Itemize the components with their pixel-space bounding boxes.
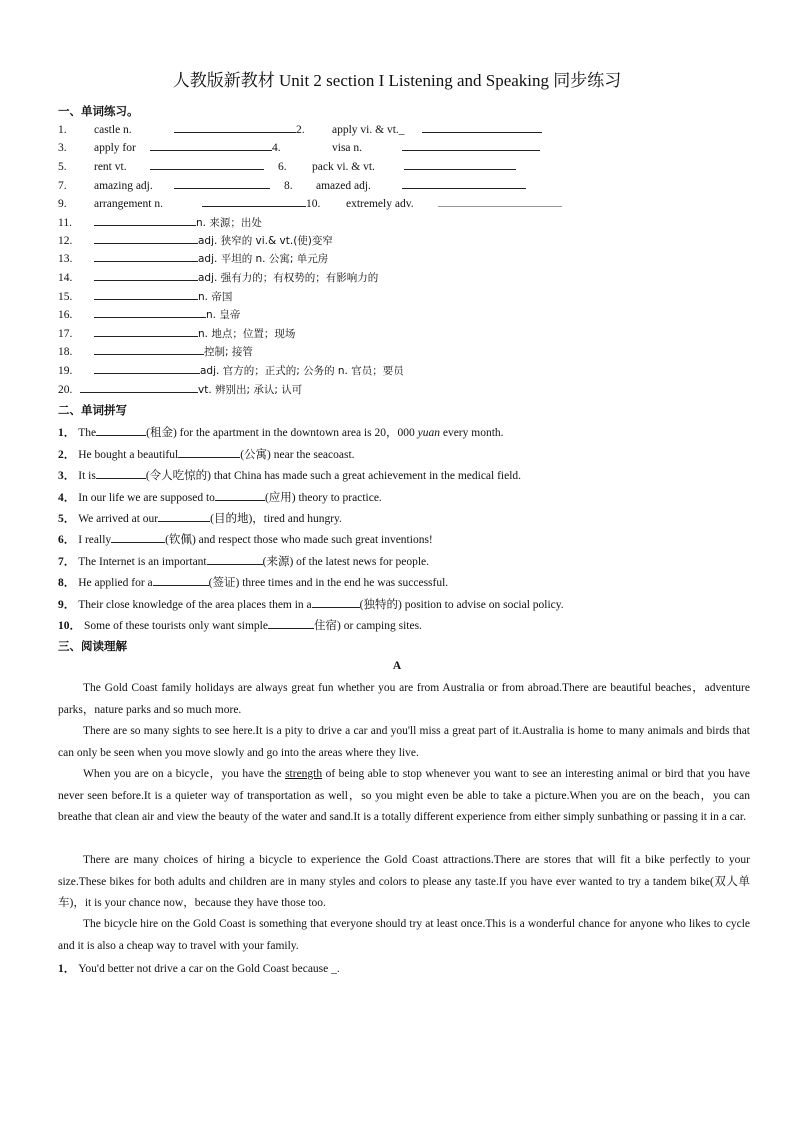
vocab-meaning: adj. 强有力的；有权势的；有影响力的 <box>198 272 379 284</box>
item-number: 2. <box>296 124 305 136</box>
vocab-meaning: n. 帝国 <box>198 291 233 303</box>
sentence-start: It is <box>78 470 96 482</box>
sentence-start: Some of these tourists only want simple <box>84 620 268 632</box>
item-number: 11. <box>58 217 72 229</box>
reading-paragraph: The Gold Coast family holidays are always great fun whether you are from Australia or from abroad.There are beautiful beaches，adventure parks，nature parks and so much more. <box>58 682 750 716</box>
vocab-word: apply for <box>94 142 136 154</box>
answer-blank[interactable] <box>402 139 540 151</box>
answer-blank[interactable] <box>438 195 562 207</box>
answer-blank[interactable] <box>94 325 198 337</box>
vocab-meaning: n. 地点；位置；现场 <box>198 328 296 340</box>
answer-blank[interactable] <box>94 214 196 226</box>
item-number: 10． <box>58 620 81 632</box>
vocab-row <box>58 195 562 210</box>
answer-blank[interactable] <box>174 177 270 189</box>
item-number: 12. <box>58 235 73 247</box>
passage-label: A <box>392 660 402 672</box>
spelling-item <box>58 510 342 526</box>
sentence-rest: (来源) of the latest news for people. <box>262 556 430 568</box>
vocab-row <box>58 250 328 266</box>
answer-blank[interactable] <box>174 121 296 133</box>
answer-blank[interactable] <box>96 467 146 479</box>
vocab-meaning: adj. 官方的；正式的; 公务的 n. 官员；要员 <box>200 365 404 377</box>
item-number: 5． <box>58 513 76 525</box>
answer-blank[interactable] <box>207 553 263 565</box>
paragraph-text: When you are on a bicycle，you have the <box>83 768 286 780</box>
sentence-start: The <box>78 427 97 439</box>
item-number: 9． <box>58 599 76 611</box>
item-number: 17. <box>58 328 73 340</box>
spelling-item <box>58 489 382 505</box>
underlined-word: strength <box>285 768 323 780</box>
vocab-word: apply vi. & vt._ <box>332 124 405 136</box>
answer-blank[interactable] <box>80 381 198 393</box>
answer-blank[interactable] <box>150 139 272 151</box>
answer-blank[interactable] <box>94 232 198 244</box>
sentence-rest: (钦佩) and respect those who made such great inventions! <box>165 534 433 546</box>
sentence-start: He bought a beautiful <box>78 449 179 461</box>
reading-paragraph: There are many choices of hiring a bicycle to experience the Gold Coast attractions.There are stores that will fit a bike perfectly to your size.These bikes for both adults and children are in many styles and colors to please any taste.If you have ever wanted to try a tandem bike(双人单车)，it is your chance now，because they have those too. <box>58 854 750 909</box>
item-number: 6． <box>58 534 76 546</box>
vocab-row <box>58 177 526 192</box>
answer-blank[interactable] <box>94 306 206 318</box>
answer-blank[interactable] <box>422 121 542 133</box>
answer-blank[interactable] <box>94 250 198 262</box>
sentence-rest: (目的地)，tired and hungry. <box>210 513 342 525</box>
vocab-row <box>58 214 262 230</box>
spelling-item <box>58 531 433 547</box>
vocab-word: castle n. <box>94 124 132 136</box>
vocab-word: visa n. <box>332 142 363 154</box>
vocab-word: amazing adj. <box>94 180 153 192</box>
vocab-row <box>58 121 542 136</box>
vocab-word: rent vt. <box>94 161 127 173</box>
item-number: 18. <box>58 346 73 358</box>
item-number: 3. <box>58 142 67 154</box>
answer-blank[interactable] <box>402 177 526 189</box>
item-number: 1. <box>58 124 67 136</box>
vocab-meaning: n. 皇帝 <box>206 309 241 321</box>
item-number: 14. <box>58 272 73 284</box>
section-heading-spelling: 二、单词拼写 <box>58 403 127 417</box>
reading-paragraph: There are so many sights to see here.It is a pity to drive a car and you'll miss a great part of it.Australia is home to many animals and birds that can only be seen when you move slowly and go into the areas where they live. <box>58 725 750 759</box>
item-number: 8． <box>58 577 76 589</box>
question-item <box>58 960 340 976</box>
sentence-start: In our life we are supposed to <box>78 492 215 504</box>
spelling-item <box>58 446 355 462</box>
item-number: 1． <box>58 427 76 439</box>
spelling-item <box>58 596 564 612</box>
item-number: 13. <box>58 253 73 265</box>
sentence-start: I really <box>78 534 112 546</box>
answer-blank[interactable] <box>94 288 198 300</box>
item-number: 3． <box>58 470 76 482</box>
reading-paragraph <box>58 764 750 829</box>
answer-blank[interactable] <box>404 158 516 170</box>
sentence-rest: 住宿) or camping sites. <box>313 620 422 632</box>
item-number: 10. <box>306 198 321 210</box>
item-number: 7． <box>58 556 76 568</box>
vocab-row <box>58 381 302 397</box>
vocab-word: amazed adj. <box>316 180 371 192</box>
spelling-item <box>58 574 448 590</box>
answer-blank[interactable] <box>94 343 204 355</box>
section-heading-reading: 三、阅读理解 <box>58 639 127 653</box>
answer-blank[interactable] <box>111 531 165 543</box>
vocab-row <box>58 139 540 154</box>
item-number: 16. <box>58 309 73 321</box>
vocab-row <box>58 269 378 285</box>
vocab-row <box>58 158 516 173</box>
item-number: 20. <box>58 384 73 396</box>
question-text: You'd better not drive a car on the Gold Coast because _. <box>78 963 340 975</box>
spelling-item <box>58 553 429 569</box>
item-number: 7. <box>58 180 67 192</box>
item-number: 6. <box>278 161 287 173</box>
vocab-meaning: vt. 辨别出; 承认; 认可 <box>198 384 303 396</box>
vocab-meaning: adj. 平坦的 n. 公寓; 单元房 <box>198 253 329 265</box>
spelling-item <box>58 467 521 483</box>
answer-blank[interactable] <box>153 574 209 586</box>
sentence-rest: (应用) theory to practice. <box>264 492 382 504</box>
answer-blank[interactable] <box>158 510 210 522</box>
vocab-word: pack vi. & vt. <box>312 161 375 173</box>
page-title: 人教版新教材 Unit 2 section I Listening and Speaking 同步练习 <box>172 71 622 90</box>
item-number: 1． <box>58 963 76 975</box>
answer-blank[interactable] <box>94 269 198 281</box>
answer-blank[interactable] <box>150 158 264 170</box>
sentence-start: The Internet is an important <box>78 556 207 568</box>
item-number: 2． <box>58 449 76 461</box>
answer-blank[interactable] <box>202 195 306 207</box>
item-number: 19. <box>58 365 73 377</box>
vocab-word: extremely adv. <box>346 198 414 210</box>
spelling-item <box>58 424 504 440</box>
sentence-rest: (独特的) position to advise on social policy. <box>359 599 564 611</box>
vocab-row <box>58 362 404 378</box>
sentence-rest: (签证) three times and in the end he was successful. <box>208 577 449 589</box>
vocab-meaning: adj. 狭窄的 vi.& vt.(使)变窄 <box>198 235 333 247</box>
vocab-row <box>58 343 253 359</box>
vocab-meaning: 控制; 接管 <box>204 346 253 358</box>
reading-paragraph: The bicycle hire on the Gold Coast is something that everyone should try at least once.This is a wonderful chance for anyone who likes to cycle and it is also a cheap way to travel with your family. <box>58 918 750 952</box>
answer-blank[interactable] <box>312 596 360 608</box>
item-number: 15. <box>58 291 73 303</box>
sentence-end: every month. <box>439 427 504 439</box>
answer-blank[interactable] <box>94 362 200 374</box>
vocab-row <box>58 232 333 248</box>
sentence-rest: (令人吃惊的) that China has made such a great achievement in the medical field. <box>145 470 522 482</box>
sentence-start: Their close knowledge of the area places them in a <box>78 599 312 611</box>
vocab-row <box>58 325 295 341</box>
sentence-rest: (公寓) near the seacoast. <box>240 449 355 461</box>
item-number: 4． <box>58 492 76 504</box>
answer-blank[interactable] <box>96 424 146 436</box>
sentence-start: We arrived at our <box>78 513 159 525</box>
vocab-row <box>58 288 232 304</box>
vocab-meaning: n. 来源；出处 <box>196 217 262 229</box>
item-number: 8. <box>284 180 293 192</box>
section-heading-vocab: 一、单词练习。 <box>58 104 139 118</box>
answer-blank[interactable] <box>215 489 265 501</box>
item-number: 5. <box>58 161 67 173</box>
vocab-word: arrangement n. <box>94 198 163 210</box>
sentence-italic: yuan <box>417 427 440 439</box>
sentence-start: He applied for a <box>78 577 153 589</box>
vocab-row <box>58 306 240 322</box>
paragraph-text: of being able to stop whenever you want to see an interesting animal or bird that you have never seen before.It is a quieter way of transportation as well，so you might even be able to take a picture.When you are on the beach，you can breathe that clean air and view the beauty of the water and sand.It is a totally different experience from either simply sunbathing or passing it in a car. <box>58 768 751 823</box>
item-number: 9. <box>58 198 67 210</box>
item-number: 4. <box>272 142 281 154</box>
answer-blank[interactable] <box>268 617 314 629</box>
answer-blank[interactable] <box>178 446 240 458</box>
spelling-item <box>58 617 422 633</box>
sentence-rest: (租金) for the apartment in the downtown area is 20，000 <box>146 427 418 439</box>
